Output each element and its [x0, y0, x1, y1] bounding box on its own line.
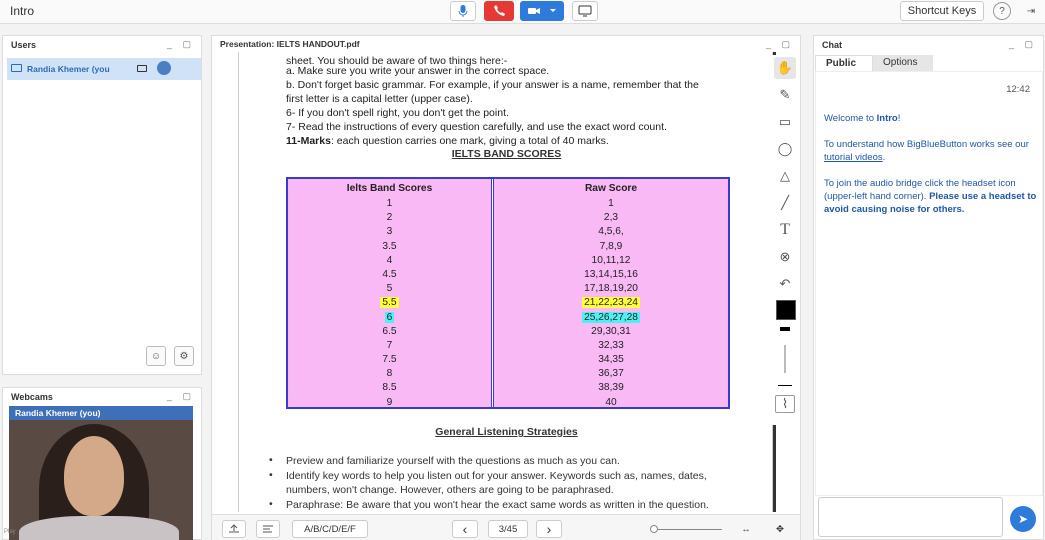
strategy-item-continued: numbers, won't change. However, others are going to be paraphrased. [286, 484, 614, 496]
camera-button[interactable] [520, 1, 564, 21]
band-score-value: 5 [386, 283, 393, 295]
band-score-cell [288, 268, 491, 282]
raw-score-value: 13,14,15,16 [584, 268, 638, 280]
band-score-value: 7.5 [382, 354, 397, 366]
bullet-icon: • [269, 454, 273, 466]
help-button[interactable] [993, 2, 1011, 20]
raw-score-cell [494, 211, 728, 225]
band-score-cell [288, 396, 491, 410]
screen-share-button[interactable] [572, 1, 598, 21]
hand-tool[interactable] [774, 57, 796, 79]
raw-score-cell [494, 325, 728, 339]
thickness-slider[interactable] [784, 345, 786, 373]
raw-score-cell [494, 396, 728, 410]
panel-window-controls[interactable]: _ ▢ [166, 39, 195, 49]
raw-score-value: 1 [608, 198, 614, 209]
raw-score-value: 29,30,31 [591, 325, 631, 337]
emoji-status-button[interactable] [146, 346, 166, 366]
welcome-message [824, 112, 1039, 125]
panel-window-controls[interactable]: _ ▢ [765, 39, 794, 49]
audio-pre: To join the audio bridge click the headset icon (upper-left hand corner). [824, 178, 1016, 202]
doc-line: 7- Read the instructions of every question carefully, and use the exact word count. [286, 121, 667, 133]
raw-score-cell [494, 296, 728, 310]
chart-line-icon: ⌇ [781, 396, 789, 411]
tab-options[interactable]: Options [873, 55, 933, 71]
color-picker[interactable] [776, 300, 796, 320]
mic-button[interactable] [450, 1, 476, 21]
tab-public[interactable]: Public [815, 55, 873, 71]
raw-score-column [494, 183, 728, 410]
panel-window-controls[interactable]: _ ▢ [1008, 39, 1037, 49]
panel-window-controls[interactable]: _ ▢ [166, 391, 195, 401]
strategy-item: Paraphrase: Be aware that you won't hear the exact same words as written in the question. [286, 499, 709, 511]
chat-messages [815, 71, 1043, 496]
top-bar [0, 0, 1045, 24]
chat-tabs [815, 55, 1043, 71]
raw-score-cell [494, 240, 728, 254]
band-score-value: 8 [386, 368, 393, 380]
band-score-value: 7 [386, 339, 393, 351]
message-time: 12:42 [1006, 84, 1030, 95]
raw-score-value: 7,8,9 [599, 240, 623, 252]
send-icon: ➤ [1017, 512, 1029, 526]
ellipse-tool[interactable] [774, 138, 796, 160]
hand-icon: ✋ [776, 60, 794, 75]
raw-score-value: 25,26,27,28 [584, 311, 638, 323]
band-score-value: 1 [386, 198, 393, 209]
line-icon: ╱ [781, 195, 789, 210]
webcam-tag: Play [4, 529, 16, 535]
marks-text: : each question carries one mark, giving a total of 40 marks. [330, 135, 609, 147]
chat-input[interactable] [818, 497, 1003, 537]
tutorial-post: . [882, 152, 886, 163]
presentation-controls [212, 514, 800, 540]
undo-tool[interactable] [774, 273, 796, 295]
smile-icon: ☺ [150, 350, 162, 362]
previous-slide-button[interactable] [452, 520, 478, 538]
webcam-person-face [64, 436, 124, 516]
logout-button[interactable] [1022, 2, 1040, 20]
presentation-slide[interactable] [238, 52, 773, 512]
chevron-left-icon: ‹ [462, 521, 468, 537]
rectangle-icon: ▭ [778, 114, 792, 129]
raw-score-cell [494, 353, 728, 367]
chevron-down-icon [549, 8, 557, 14]
raw-score-value: 10,11,12 [591, 254, 631, 266]
band-score-cell [288, 325, 491, 339]
webcam-video[interactable] [9, 406, 193, 540]
users-panel [2, 35, 202, 375]
undo-icon: ↶ [779, 276, 791, 291]
band-scores-title: IELTS BAND SCORES [451, 148, 562, 160]
pencil-tool[interactable] [774, 84, 796, 106]
band-score-value: 2 [386, 212, 393, 224]
users-panel-title: Users [11, 40, 37, 50]
welcome-pre: Welcome to [824, 113, 877, 124]
chat-panel-title: Chat [822, 40, 842, 50]
audio-message [824, 177, 1039, 216]
chevron-right-icon: › [546, 521, 552, 537]
webcams-panel-title: Webcams [11, 392, 53, 402]
raw-score-value: 17,18,19,20 [584, 283, 638, 295]
raw-score-cell [494, 367, 728, 381]
raw-score-value: 38,39 [598, 382, 624, 394]
band-score-value: 9 [386, 396, 393, 408]
phone-icon [492, 5, 506, 17]
column-header: Ielts Band Scores [346, 183, 433, 194]
raw-score-value: 4,5,6, [598, 226, 624, 238]
multi-user-tool[interactable] [775, 395, 795, 413]
welcome-bold: Intro [876, 113, 898, 124]
tutorial-pre: To understand how BigBlueButton works see our [824, 139, 1029, 150]
microphone-icon [457, 4, 469, 18]
raw-score-value: 36,37 [598, 368, 624, 380]
strategies-title: General Listening Strategies [435, 426, 578, 438]
pencil-icon: ✎ [779, 87, 791, 102]
marks-label: 11-Marks [286, 135, 331, 147]
monitor-icon [578, 5, 592, 17]
raw-score-cell [494, 311, 728, 325]
band-score-cell [288, 197, 491, 211]
text-icon: T [780, 221, 790, 238]
poll-button[interactable] [256, 520, 280, 538]
doc-line: b. Don't forget basic grammar. For example, if your answer is a name, remember that the [286, 79, 699, 91]
line-width-indicator [778, 385, 792, 386]
app-title: Intro [10, 4, 35, 18]
band-score-value: 8.5 [382, 382, 397, 394]
upload-icon [228, 524, 240, 534]
send-button[interactable] [1010, 506, 1036, 532]
slide-number[interactable]: 3/45 [488, 520, 528, 538]
band-score-value: 3.5 [382, 240, 397, 252]
doc-line: 6- If you don't spell right, you don't get the point. [286, 107, 509, 119]
band-score-value: 4.5 [382, 268, 397, 280]
band-score-cell [288, 296, 491, 310]
video-camera-icon [527, 6, 541, 16]
fit-width-icon: ↔ [741, 523, 751, 535]
audio-bold: Please use a headset to avoid causing noise for others. [824, 191, 1037, 215]
line-tool[interactable] [774, 192, 796, 214]
welcome-post: ! [897, 113, 901, 124]
raw-score-cell [494, 339, 728, 353]
clear-tool[interactable] [774, 246, 796, 268]
thickness-indicator [780, 327, 790, 331]
webcam-person-shoulders [19, 516, 179, 540]
band-score-cell [288, 367, 491, 381]
end-call-button[interactable] [484, 1, 514, 21]
presentation-title: Presentation: IELTS HANDOUT.pdf [220, 39, 360, 49]
logout-icon: ⇥ [1026, 5, 1036, 17]
bullet-icon: • [269, 469, 273, 481]
clear-icon: ⊗ [779, 249, 791, 264]
band-score-cell [288, 381, 491, 395]
raw-score-value: 40 [605, 396, 617, 408]
doc-line-marks [286, 134, 609, 148]
band-score-cell [288, 225, 491, 239]
strategy-item: Identify key words to help you listen out for your answer. Keywords such as, names, dates, [286, 470, 707, 482]
help-icon: ? [999, 5, 1005, 17]
band-score-cell [288, 254, 491, 268]
band-score-value: 3 [386, 226, 393, 238]
tutorial-link[interactable]: tutorial videos [824, 152, 883, 163]
webcam-label: Randia Khemer (you) [9, 406, 193, 420]
band-score-value: 6.5 [382, 325, 397, 337]
upload-button[interactable] [222, 520, 246, 538]
band-score-value: 5.5 [382, 297, 397, 309]
whiteboard-toolbar [770, 55, 800, 425]
triangle-icon: △ [780, 168, 790, 183]
move-icon: ✥ [776, 523, 784, 535]
raw-score-value: 32,33 [598, 339, 624, 351]
tutorial-message [824, 138, 1039, 164]
quick-poll-button[interactable]: A/B/C/D/E/F [292, 520, 368, 538]
shortcut-keys-button[interactable]: Shortcut Keys [900, 1, 984, 21]
user-list-item[interactable] [7, 58, 201, 80]
raw-score-value: 34,35 [598, 354, 624, 366]
raw-score-value: 2,3 [603, 212, 619, 224]
camera-icon [137, 65, 147, 72]
bullet-icon: • [269, 498, 273, 510]
text-tool[interactable] [774, 219, 796, 241]
next-slide-button[interactable] [536, 520, 562, 538]
raw-score-cell [494, 225, 728, 239]
triangle-tool[interactable] [774, 165, 796, 187]
band-score-cell [288, 339, 491, 353]
gear-icon: ⚙ [179, 350, 189, 362]
zoom-slider[interactable] [652, 529, 722, 530]
band-score-cell [288, 240, 491, 254]
band-score-cell [288, 211, 491, 225]
user-settings-button[interactable] [174, 346, 194, 366]
rectangle-tool[interactable] [774, 111, 796, 133]
raw-score-cell [494, 381, 728, 395]
ellipse-icon: ◯ [777, 141, 793, 156]
band-score-value: 6 [386, 311, 393, 323]
band-score-cell [288, 353, 491, 367]
raw-score-cell [494, 268, 728, 282]
band-score-value: 4 [386, 254, 393, 266]
zoom-slider-handle[interactable] [650, 525, 658, 533]
microphone-icon [157, 61, 171, 75]
fit-width-button[interactable] [734, 520, 758, 538]
doc-line: sheet. You should be aware of two things here:- [286, 55, 508, 67]
band-score-cell [288, 282, 491, 296]
strategy-item: Preview and familiarize yourself with the questions as much as you can. [286, 455, 620, 467]
fullscreen-button[interactable] [768, 520, 792, 538]
user-name: Randia Khemer (you [27, 64, 110, 74]
doc-line: first letter is a capital letter (upper case). [286, 93, 473, 105]
band-score-cell [288, 311, 491, 325]
band-scores-table [286, 177, 730, 409]
monitor-icon [11, 64, 22, 72]
raw-score-cell [494, 197, 728, 211]
doc-line: a. Make sure you write your answer in the correct space. [286, 65, 550, 77]
raw-score-cell [494, 254, 728, 268]
list-icon [262, 524, 274, 534]
band-score-column [288, 183, 491, 410]
column-header: Raw Score [584, 183, 638, 194]
raw-score-value: 21,22,23,24 [584, 297, 638, 309]
raw-score-cell [494, 282, 728, 296]
